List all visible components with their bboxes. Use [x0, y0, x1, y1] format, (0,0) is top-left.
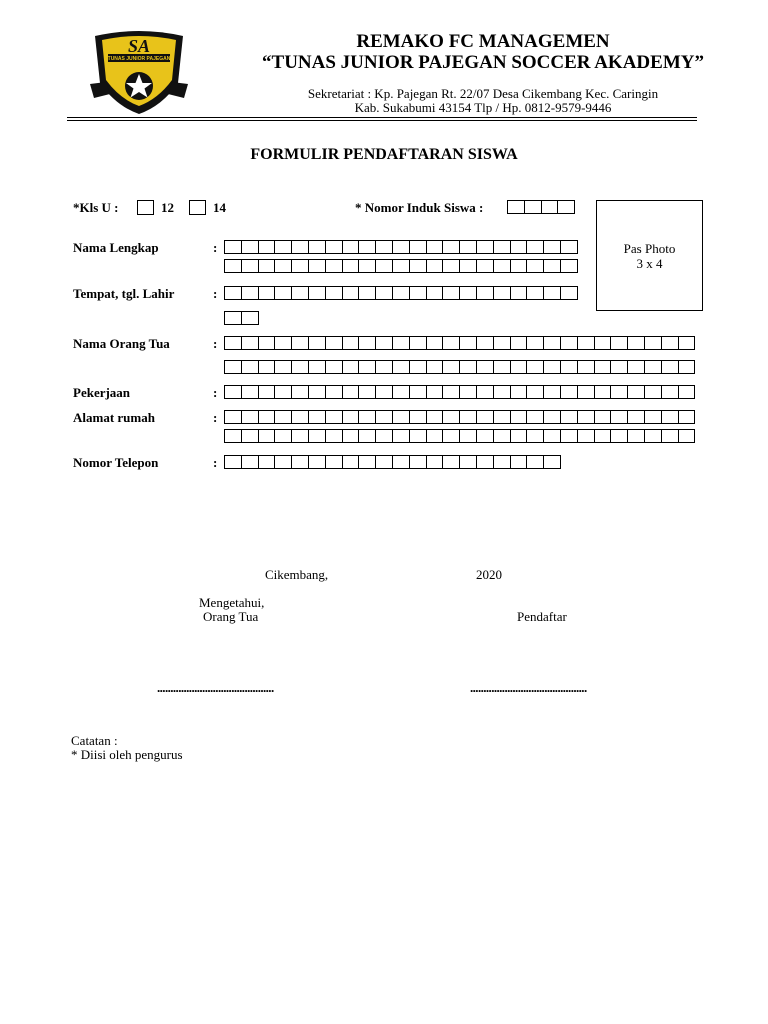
- nama-lengkap-label: Nama Lengkap: [73, 240, 159, 255]
- parent-signature-line[interactable]: ............................................: [157, 680, 274, 695]
- colon: :: [213, 336, 218, 351]
- alamat-rumah-input-2[interactable]: [224, 429, 695, 443]
- tempat-lahir-input[interactable]: [224, 286, 578, 300]
- pekerjaan-label: Pekerjaan: [73, 385, 131, 400]
- address-line-2: Kab. Sukabumi 43154 Tlp / Hp. 0812-9579-9446: [354, 100, 612, 115]
- registrant-label: Pendaftar: [517, 609, 567, 624]
- org-name: REMAKO FC MANAGEMEN: [356, 31, 610, 52]
- nomor-telepon-label: Nomor Telepon: [73, 455, 159, 470]
- nomor-telepon-input[interactable]: [224, 455, 561, 469]
- acknowledge-label: Mengetahui,: [199, 595, 265, 610]
- notes-item: * Diisi oleh pengurus: [71, 747, 183, 762]
- tempat-lahir-label: Tempat, tgl. Lahir: [73, 286, 175, 301]
- nama-lengkap-input-1[interactable]: [224, 240, 578, 254]
- photo-text-2: 3 x 4: [636, 256, 663, 271]
- colon: :: [213, 240, 218, 255]
- alamat-rumah-label: Alamat rumah: [73, 410, 155, 425]
- nama-lengkap-input-2[interactable]: [224, 259, 578, 273]
- nis-label: * Nomor Induk Siswa :: [355, 200, 484, 215]
- alamat-rumah-input-1[interactable]: [224, 410, 695, 424]
- signature-year: 2020: [476, 567, 502, 582]
- nama-orang-tua-input-2[interactable]: [224, 360, 695, 374]
- colon: :: [213, 455, 218, 470]
- class-u14-label: 14: [213, 200, 226, 215]
- nis-input[interactable]: [507, 200, 575, 214]
- nama-orang-tua-input-1[interactable]: [224, 336, 695, 350]
- colon: :: [213, 385, 218, 400]
- logo-monogram: SA: [127, 36, 151, 56]
- tgl-lahir-input[interactable]: [224, 311, 259, 325]
- class-label: *Kls U :: [73, 200, 119, 215]
- header-rule-top: [67, 117, 697, 118]
- colon: :: [213, 286, 218, 301]
- class-u12-label: 12: [161, 200, 174, 215]
- notes-heading: Catatan :: [71, 733, 118, 748]
- class-u12-checkbox[interactable]: [137, 200, 154, 215]
- pekerjaan-input[interactable]: [224, 385, 695, 399]
- parent-label: Orang Tua: [203, 609, 259, 624]
- form-title: FORMULIR PENDAFTARAN SISWA: [250, 146, 518, 163]
- address-line-1: Sekretariat : Kp. Pajegan Rt. 22/07 Desa Cikembang Kec. Caringin: [307, 86, 659, 101]
- academy-name: “TUNAS JUNIOR PAJEGAN SOCCER AKADEMY”: [262, 52, 704, 73]
- signature-place: Cikembang,: [265, 567, 329, 582]
- academy-logo: [90, 28, 188, 118]
- photo-box: [596, 200, 703, 311]
- photo-text-1: Pas Photo: [623, 241, 676, 256]
- logo-ribbon-text: TUNAS JUNIOR PAJEGAN: [107, 56, 171, 62]
- nama-orang-tua-label: Nama Orang Tua: [73, 336, 170, 351]
- registrant-signature-line[interactable]: ............................................: [470, 680, 587, 695]
- header-rule-bottom: [67, 120, 697, 121]
- class-u14-checkbox[interactable]: [189, 200, 206, 215]
- colon: :: [213, 410, 218, 425]
